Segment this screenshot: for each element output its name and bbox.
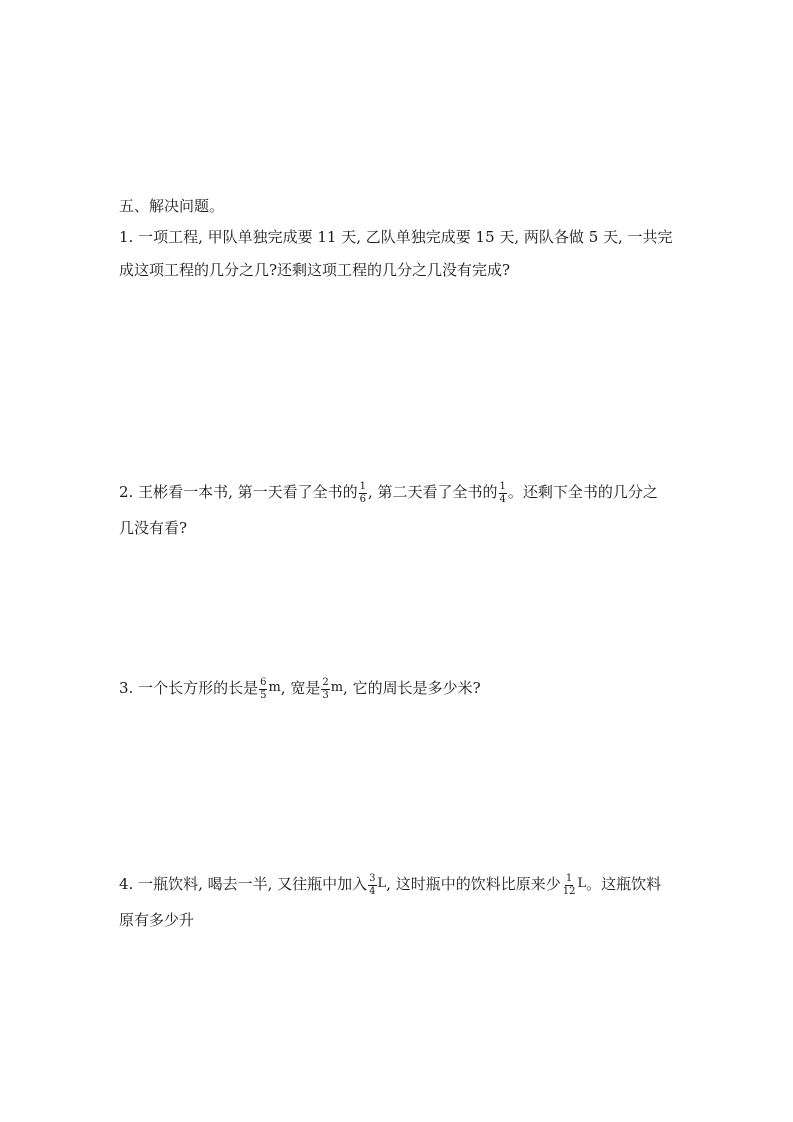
unit-meter: m <box>330 680 344 695</box>
fraction-three-quarters <box>368 874 376 897</box>
problem-1 <box>119 226 679 281</box>
problem-3-line-1 <box>119 677 679 699</box>
section-title: 五、解决问题。 <box>119 197 225 215</box>
problem-3-text-c: , 它的周长是多少米? <box>343 679 481 697</box>
fraction-denominator: 4 <box>369 885 376 897</box>
problem-4 <box>119 873 679 931</box>
fraction-numerator: 1 <box>359 480 366 492</box>
problem-3-text-b: , 宽是 <box>280 679 321 697</box>
problem-1-line-1: 1. 一项工程, 甲队单独完成要 11 天, 乙队单独完成要 15 天, 两队各做 5 天, 一共完 <box>119 228 673 246</box>
fraction-numerator: 1 <box>565 872 573 884</box>
problem-4-text-b: , 这时瓶中的饮料比原来少 <box>386 875 561 893</box>
fraction-numerator: 3 <box>369 872 376 884</box>
problem-2-text-c: 。还剩下全书的几分之 <box>507 483 658 501</box>
problem-2-line-2: 几没有看? <box>119 519 188 537</box>
problem-4-text-c: 。这瓶饮料 <box>586 875 662 893</box>
fraction-one-quarter <box>499 482 507 505</box>
fraction-denominator: 5 <box>260 689 267 701</box>
problem-2-line-1 <box>119 481 679 503</box>
fraction-denominator: 12 <box>562 885 576 897</box>
fraction-denominator: 3 <box>322 689 329 701</box>
problem-3-text-a: 3. 一个长方形的长是 <box>119 679 259 697</box>
unit-liter: L <box>577 876 587 891</box>
fraction-two-thirds <box>321 678 329 701</box>
problem-1-line-2: 成这项工程的几分之几?还剩这项工程的几分之几没有完成? <box>119 261 511 279</box>
fraction-numerator: 6 <box>260 676 267 688</box>
fraction-one-twelfth <box>562 874 577 897</box>
unit-meter: m <box>268 680 281 695</box>
problem-3 <box>119 677 679 699</box>
fraction-one-sixth <box>359 482 367 505</box>
problem-4-line-1 <box>119 873 679 895</box>
unit-liter: L <box>377 876 387 891</box>
problem-4-line-2: 原有多少升 <box>119 911 195 929</box>
problem-4-text-a: 4. 一瓶饮料, 喝去一半, 又往瓶中加入 <box>119 875 368 893</box>
problem-2-text-a: 2. 王彬看一本书, 第一天看了全书的 <box>119 483 358 501</box>
problem-2 <box>119 481 679 539</box>
fraction-denominator: 6 <box>359 493 366 505</box>
fraction-numerator: 2 <box>322 676 329 688</box>
problem-2-text-b: , 第二天看了全书的 <box>368 483 498 501</box>
fraction-numerator: 1 <box>499 480 506 492</box>
fraction-denominator: 4 <box>499 493 506 505</box>
fraction-six-fifths <box>259 678 267 701</box>
